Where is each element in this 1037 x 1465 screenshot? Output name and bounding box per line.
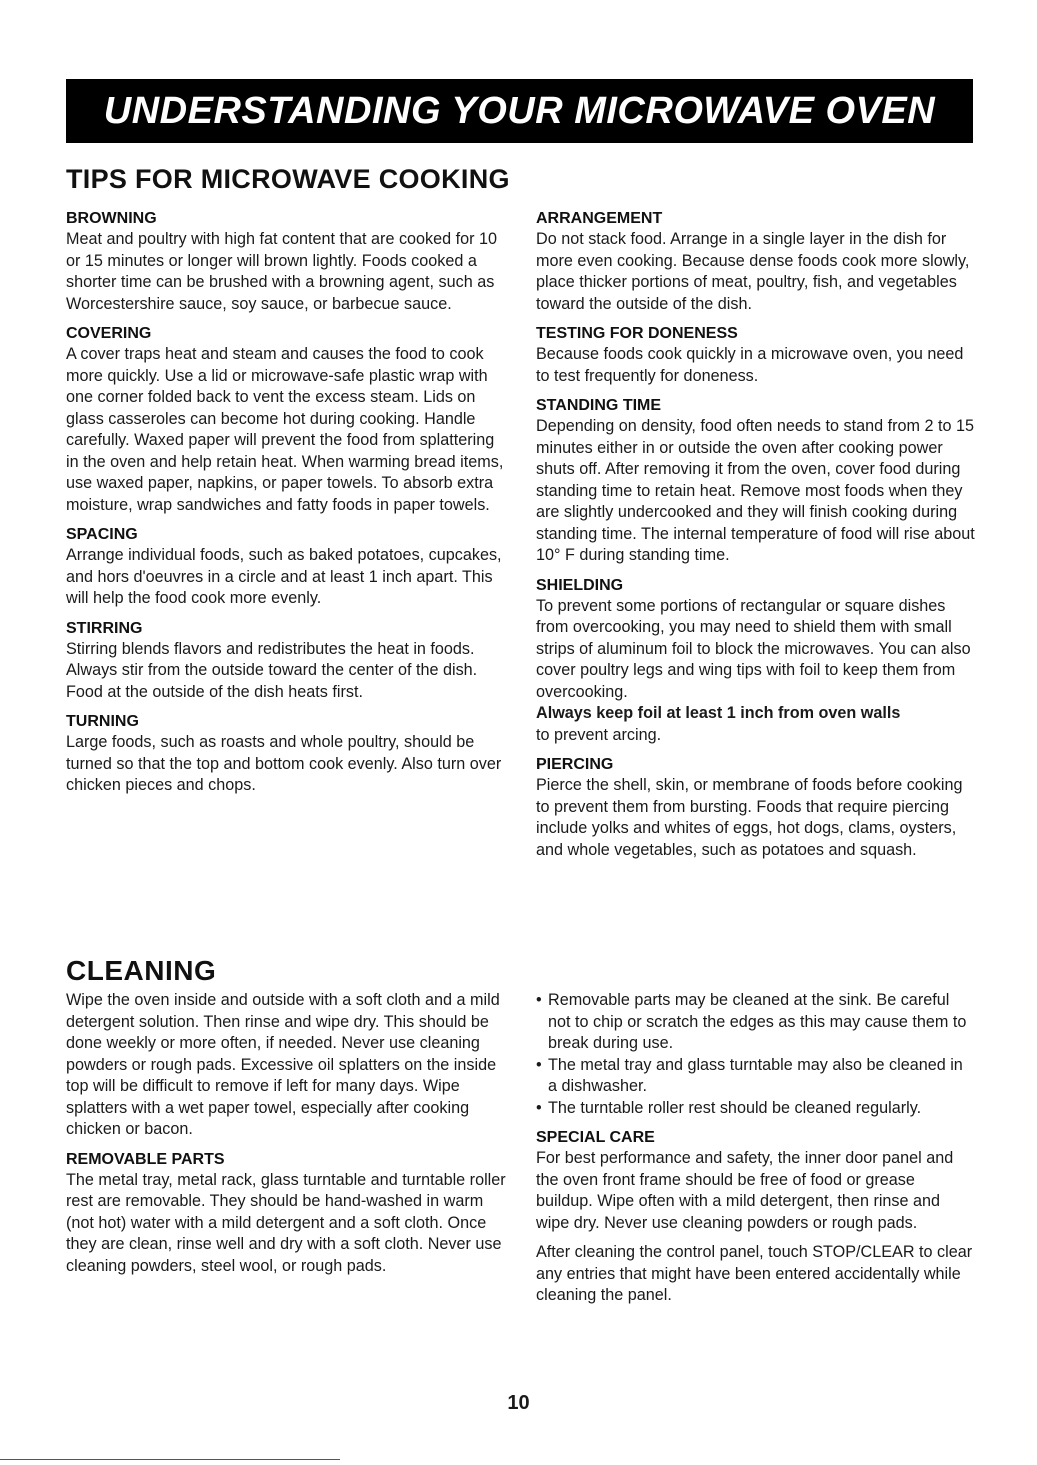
section-text: To prevent some portions of rectangular or square dishes from overcooking, you may need to shield them with small strips of aluminum foil to block the microwaves. You can also cover poultry legs and wing tips with foil to keep them from overcooking. [536,596,971,701]
piercing-section [536,754,976,861]
doneness-section [536,323,976,387]
arrangement-section [536,208,976,315]
section-heading: PIERCING [536,756,614,773]
section-heading: REMOVABLE PARTS [66,1150,225,1168]
special-care-section [536,1127,976,1234]
section-banner: UNDERSTANDING YOUR MICROWAVE OVEN [66,79,973,143]
section-text: Depending on density, food often needs to stand from 2 to 15 minutes either in or outside the oven after cooking power shuts off. After removing it from the oven, cover food during standing time to retain heat. Remove most foods when they are slightly undercooked and they will finish cooking during standing time. The internal temperature of food will rise about 10° F during standing time. [536,417,975,564]
standing-time-section [536,395,976,567]
bullet-item: • Removable parts may be cleaned at the sink. Be careful not to chip or scratch the edges as this may cause them to break during use. [536,990,976,1055]
cleaning-bullet-list [536,990,976,1119]
section-text: The metal tray, metal rack, glass turntable and turntable roller rest are removable. They should be hand-washed in warm (not hot) water with a mild detergent and a soft cloth. Once they are clean, rinse well and dry with a soft cloth. Never use cleaning powders, steel wool, or rough pads. [66,1170,506,1275]
bullet-item: • The turntable roller rest should be cleaned regularly. [536,1098,976,1120]
section-text: Pierce the shell, skin, or membrane of foods before cooking to prevent them from bursting. Foods that require piercing include yolks and whites of eggs, hot dogs, clams, oysters, and whole vegetables, such as potatoes and squash. [536,776,963,859]
section-heading: STANDING TIME [536,397,662,414]
control-panel-note: After cleaning the control panel, touch STOP/CLEAR to clear any entries that might have been entered accidentally while cleaning the panel. [536,1243,973,1304]
section-heading: SPACING [66,526,138,543]
page-number: 10 [507,1392,530,1414]
tips-left-column [66,208,506,805]
section-text-continued: to prevent arcing. [536,725,662,744]
section-text: Large foods, such as roasts and whole poultry, should be turned so that the top and bottom cook evenly. Also turn over chicken pieces and chops. [66,733,502,794]
section-text: Do not stack food. Arrange in a single layer in the dish for more even cooking. Because dense foods cook more slowly, place thicker portions of meat, poultry, fish, and vegetables toward the outside of the dish. [536,230,970,313]
stirring-section [66,618,506,704]
turning-section [66,711,506,797]
tips-title: TIPS FOR MICROWAVE COOKING [66,164,510,194]
shielding-section [536,575,976,747]
covering-section [66,323,506,516]
browning-section [66,208,506,315]
foil-warning: Always keep foil at least 1 inch from oven walls [536,704,901,722]
removable-parts-section [66,1149,506,1278]
section-text: A cover traps heat and steam and causes the food to cook more quickly. Use a lid or microwave-safe plastic wrap with one corner folded back to vent the excess steam. Lids on glass casseroles can become hot during cooking. Handle carefully. Waxed paper will prevent the food from splattering in the oven and help retain heat. When warming bread items, use waxed paper, napkins, or paper towels. To absorb extra moisture, wrap sandwiches and fatty foods in paper towels. [66,345,504,514]
spacing-section [66,524,506,610]
section-heading: SHIELDING [536,576,624,594]
cleaning-title: CLEANING [66,955,217,986]
section-heading: ARRANGEMENT [536,210,663,227]
section-text: Because foods cook quickly in a microwave oven, you need to test frequently for doneness. [536,345,964,385]
section-heading: STIRRING [66,619,143,637]
section-text: Arrange individual foods, such as baked potatoes, cupcakes, and hors d'oeuvres in a circle and at least 1 inch apart. This will help the food cook more evenly. [66,546,502,607]
section-heading: COVERING [66,325,152,342]
section-text: Meat and poultry with high fat content that are cooked for 10 or 15 minutes or longer will brown lightly. Foods cooked a shorter time can be brushed with a browning agent, such as Worcestershire sauce, soy sauce, or barbecue sauce. [66,230,498,313]
section-text: Stirring blends flavors and redistributes the heat in foods. Always stir from the outside toward the center of the dish. Food at the outside of the dish heats first. [66,639,478,701]
bullet-item: • The metal tray and glass turntable may also be cleaned in a dishwasher. [536,1055,976,1098]
cleaning-right-column [536,990,976,1315]
section-heading: TURNING [66,713,139,730]
section-heading: TESTING FOR DONENESS [536,325,738,342]
footer-rule [0,1459,340,1460]
tips-right-column [536,208,976,869]
section-text: For best performance and safety, the inner door panel and the oven front frame should be free of food or grease buildup. Wipe often with a mild detergent, then rinse and wipe dry. Never use cleaning powders or rough pads. [536,1149,954,1232]
section-heading: SPECIAL CARE [536,1129,655,1146]
section-heading: BROWNING [66,210,157,227]
cleaning-intro: Wipe the oven inside and outside with a soft cloth and a mild detergent solution. Then rinse and wipe dry. This should be done weekly or more often, if needed. Never use cleaning powders or rough pads. Excessive oil splatters on the inside top will be difficult to remove if left for many days. Wipe splatters with a wet paper towel, especially after cooking chicken or bacon. [66,991,500,1138]
cleaning-left-column [66,990,506,1285]
